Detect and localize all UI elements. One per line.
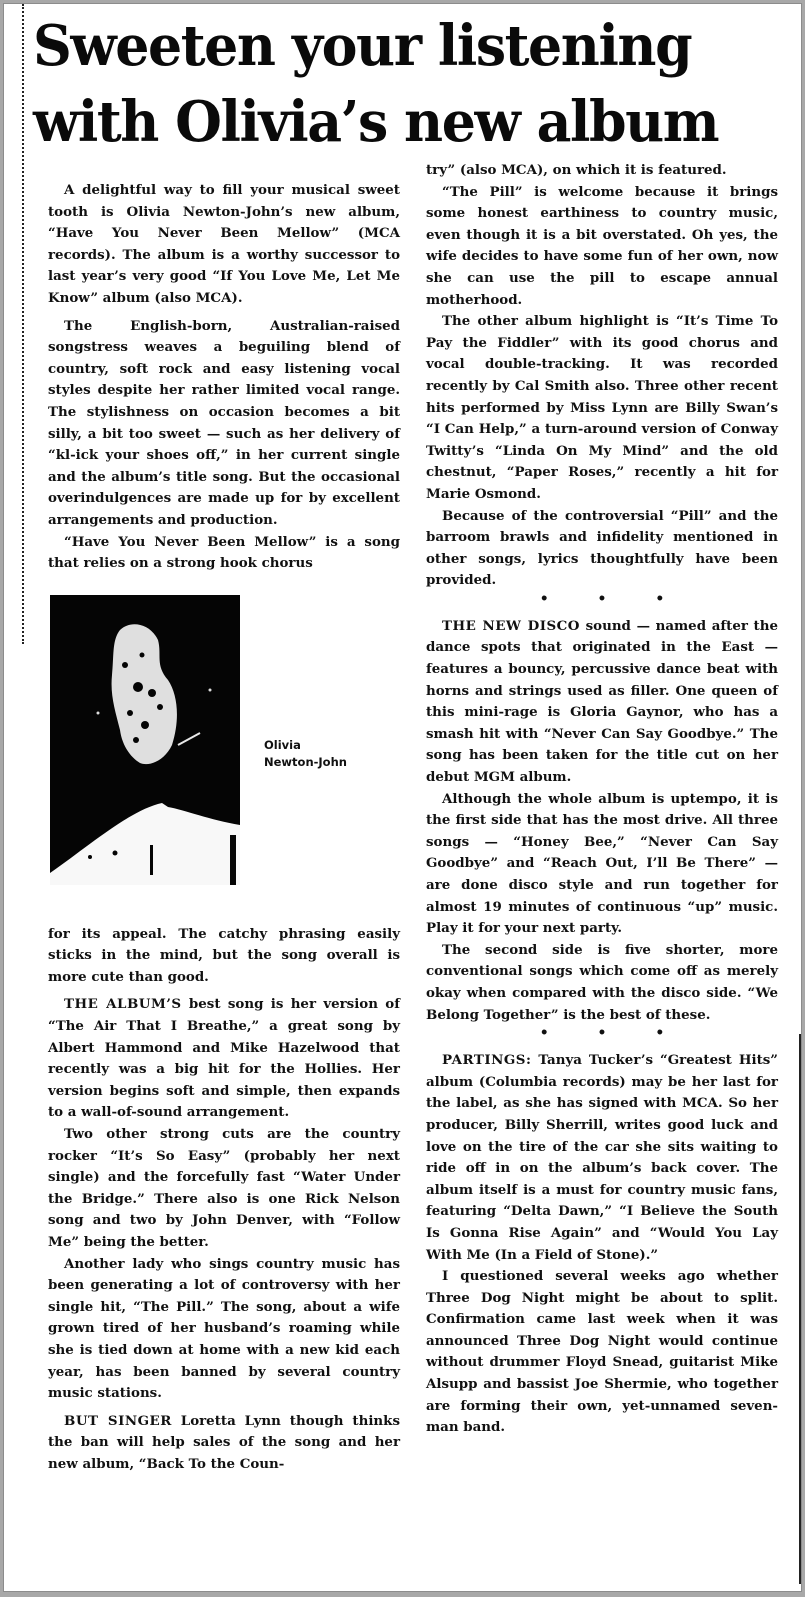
paragraph: THE ALBUM’S best song is her version of “The Air That I Breathe,” a great song by Albert Hammond and Mike Hazelwood that recently was a big hit for the Hollies. Her version begins soft and simple, then expands to a wall-of-sound arrangement. xyxy=(48,996,400,1121)
paragraph: THE NEW DISCO sound — named after the dance spots that originated in the East — features a bouncy, percussive dance beat with horns and strings used as filler. One queen of this mini-rage is Gloria Gaynor, who has a smash hit with “Never Can Say Goodbye.” The song has been taken for the title cut on her debut MGM album. xyxy=(426,617,778,786)
headline-line-2: with Olivia’s new album xyxy=(33,89,719,155)
section-separator: • • • xyxy=(539,1025,687,1042)
section-lead: BUT SINGER xyxy=(64,1412,172,1429)
olivia-newton-john-photo xyxy=(50,595,240,885)
section-lead: THE NEW DISCO xyxy=(442,617,580,634)
photo-figure xyxy=(46,585,400,920)
paragraph: Another lady who sings country music has been generating a lot of controversy with her single hit, “The Pill.” The song, about a wife grown tired of her husband’s roaming while she is tied down at home with a new kid each year, has been banned by several country music stations. xyxy=(48,1255,400,1402)
article-column-right xyxy=(426,160,778,1439)
paragraph: I questioned several weeks ago whether Three Dog Night might be about to split. Confirmation came last week when it was announced Three Dog Night would continue without drummer Floyd Snead, guitarist Mike Alsupp and bassist Joe Shermie, who together are forming their own, yet-unnamed seven-man band. xyxy=(426,1268,778,1436)
clipping-edge-rule xyxy=(22,4,24,644)
halftone-portrait-icon xyxy=(50,595,240,885)
section-lead: PARTINGS: xyxy=(442,1052,532,1069)
paragraph: A delightful way to fill your musical sweet tooth is Olivia Newton-John’s new album, “Have You Never Been Mellow” (MCA records). The album is a worthy successor to last year’s very good “If You Love Me, Let Me Know” album (also MCA). xyxy=(48,182,400,306)
paragraph: “The Pill” is welcome because it brings some honest earthiness to country music, even though it is a bit overstated. Oh yes, the wife decides to have some fun of her own, now she can use the pill to escape annual motherhood. xyxy=(426,183,778,308)
paragraph: The second side is five shorter, more conventional songs which come off as merely okay when compared with the disco side. “We Belong Together” is the best of these. xyxy=(426,941,778,1023)
headline xyxy=(33,8,763,160)
paragraph: for its appeal. The catchy phrasing easily sticks in the mind, but the song overall is more cute than good. xyxy=(48,925,400,985)
paragraph: PARTINGS: Tanya Tucker’s “Greatest Hits” album (Columbia records) may be her last for the label, as she has signed with MCA. So her producer, Billy Sherrill, writes good luck and love on the tire of the car she sits waiting to ride off in on the album’s back cover. The album itself is a must for country music fans, featuring “Delta Dawn,” “I Believe the South Is Gonna Rise Again” and “Would You Lay With Me (In a Field of Stone).” xyxy=(426,1052,778,1263)
paragraph: Two other strong cuts are the country rocker “It’s So Easy” (probably her next single) and the forcefully fast “Water Under the Bridge.” There also is one Rick Nelson song and two by John Denver, with “Follow Me” being the better. xyxy=(48,1126,400,1250)
paragraph: The English-born, Australian-raised songstress weaves a beguiling blend of country, soft rock and easy listening vocal styles despite her rather limited vocal range. The stylishness on occasion becomes a bit silly, a bit too sweet — such as her delivery of “kl-ick your shoes off,” in her current single and the album’s title song. But the occasional overindulgences are made up for by excellent arrangements and production. xyxy=(48,317,400,528)
paragraph: The other album highlight is “It’s Time To Pay the Fiddler” with its good chorus and vocal double-tracking. It was recorded recently by Cal Smith also. Three other recent hits performed by Miss Lynn are Billy Swan’s “I Can Help,” a turn-around version of Conway Twitty’s “Linda On My Mind” and the old chestnut, “Paper Roses,” recently a hit for Marie Osmond. xyxy=(426,313,778,502)
photo-caption: Olivia Newton-John xyxy=(264,737,347,769)
paragraph: try” (also MCA), on which it is featured. xyxy=(426,162,727,178)
section-lead: THE ALBUM’S xyxy=(64,996,182,1013)
column-edge-rule xyxy=(799,1034,801,1584)
article-column-left xyxy=(48,180,400,1476)
paragraph: Although the whole album is uptempo, it is the first side that has the most drive. All three songs — “Honey Bee,” “Never Can Say Goodbye” and “Reach Out, I’ll Be There” — are done disco style and run together for almost 19 minutes of continuous “up” music. Play it for your next party. xyxy=(426,790,778,937)
newspaper-clipping xyxy=(3,3,802,1592)
paragraph: “Have You Never Been Mellow” is a song that relies on a strong hook chorus xyxy=(48,533,400,572)
paragraph: BUT SINGER Loretta Lynn though thinks the ban will help sales of the song and her new album, “Back To the Coun- xyxy=(48,1412,400,1472)
headline-line-1: Sweeten your listening xyxy=(33,13,692,79)
paragraph: Because of the controversial “Pill” and the barroom brawls and infidelity mentioned in other songs, lyrics thoughtfully have been provided. xyxy=(426,507,778,589)
section-separator: • • • xyxy=(539,590,687,607)
